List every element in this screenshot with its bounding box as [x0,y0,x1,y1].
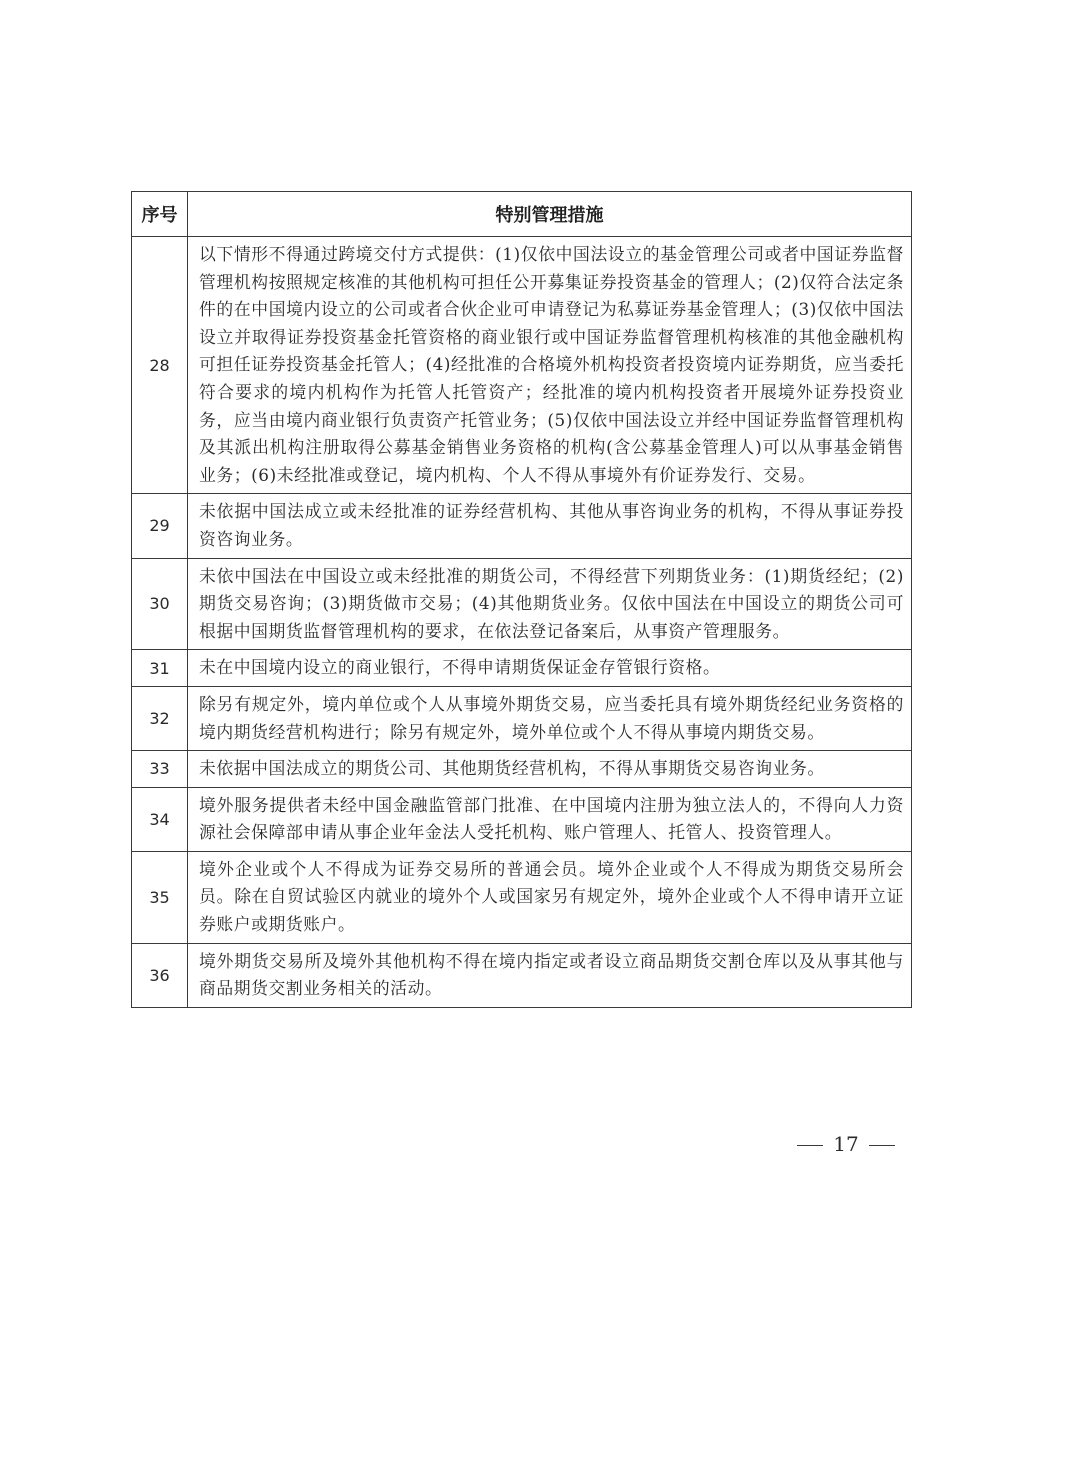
row-measure-text: 境外期货交易所及境外其他机构不得在境内指定或者设立商品期货交割仓库以及从事其他与商品期货交割业务相关的活动。 [188,943,912,1007]
table-row [132,751,912,788]
table-row [132,237,912,494]
row-measure-text: 未依据中国法成立或未经批准的证券经营机构、其他从事咨询业务的机构，不得从事证券投资咨询业务。 [188,494,912,558]
header-special-measures: 特别管理措施 [188,192,912,237]
row-measure-text: 除另有规定外，境内单位或个人从事境外期货交易，应当委托具有境外期货经纪业务资格的境内期货经营机构进行；除另有规定外，境外单位或个人不得从事境内期货交易。 [188,686,912,750]
header-serial-number: 序号 [132,192,188,237]
row-measure-text: 境外企业或个人不得成为证券交易所的普通会员。境外企业或个人不得成为期货交易所会员。除在自贸试验区内就业的境外个人或国家另有规定外，境外企业或个人不得申请开立证券账户或期货账户。 [188,851,912,943]
table-header-row [132,192,912,237]
page-number [786,1134,906,1154]
row-number: 30 [132,558,188,650]
row-number: 29 [132,494,188,558]
row-number: 28 [132,237,188,494]
dash-left [797,1145,823,1146]
row-number: 34 [132,787,188,851]
table-row [132,787,912,851]
dash-right [869,1145,895,1146]
row-number: 33 [132,751,188,788]
row-number: 35 [132,851,188,943]
measures-table [131,191,912,1008]
row-measure-text: 未依据中国法成立的期货公司、其他期货经营机构，不得从事期货交易咨询业务。 [188,751,912,788]
table-row [132,943,912,1007]
table-row [132,686,912,750]
row-number: 31 [132,650,188,687]
table-row [132,494,912,558]
table-row [132,558,912,650]
row-measure-text: 以下情形不得通过跨境交付方式提供：(1)仅依中国法设立的基金管理公司或者中国证券监督管理机构按照规定核准的其他机构可担任公开募集证券投资基金的管理人；(2)仅符合法定条件的在中国境内设立的公司或者合伙企业可申请登记为私募证券基金管理人；(3)仅依中国法设立并取得证券投资基金托管资格的商业银行或中国证券监督管理机构核准的其他金融机构可担任证券投资基金托管人；(4)经批准的合格境外机构投资者投资境内证券期货，应当委托符合要求的境内机构作为托管人托管资产；经批准的境内机构投资者开展境外证券投资业务，应当由境内商业银行负责资产托管业务；(5)仅依中国法设立并经中国证券监督管理机构及其派出机构注册取得公募基金销售业务资格的机构(含公募基金管理人)可以从事基金销售业务；(6)未经批准或登记，境内机构、个人不得从事境外有价证券发行、交易。 [188,237,912,494]
table-row [132,851,912,943]
row-measure-text: 未依中国法在中国设立或未经批准的期货公司，不得经营下列期货业务：(1)期货经纪；(2)期货交易咨询；(3)期货做市交易；(4)其他期货业务。仅依中国法在中国设立的期货公司可根据中国期货监督管理机构的要求，在依法登记备案后，从事资产管理服务。 [188,558,912,650]
row-number: 36 [132,943,188,1007]
row-measure-text: 境外服务提供者未经中国金融监管部门批准、在中国境内注册为独立法人的，不得向人力资源社会保障部申请从事企业年金法人受托机构、账户管理人、托管人、投资管理人。 [188,787,912,851]
page-number-value: 17 [833,1132,859,1156]
row-number: 32 [132,686,188,750]
row-measure-text: 未在中国境内设立的商业银行，不得申请期货保证金存管银行资格。 [188,650,912,687]
table-row [132,650,912,687]
